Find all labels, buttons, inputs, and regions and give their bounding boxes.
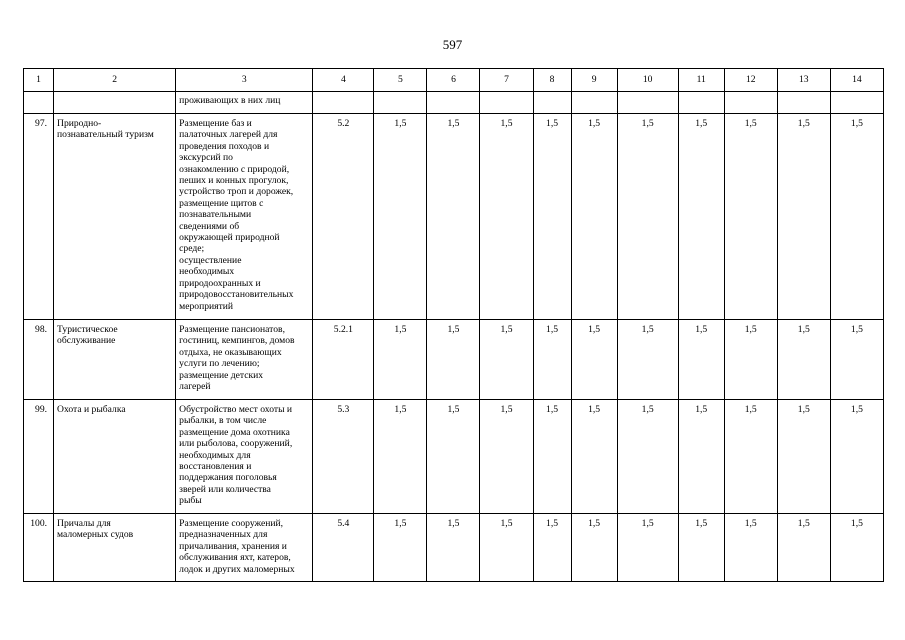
table-cell: [830, 92, 883, 114]
table-cell: [427, 92, 480, 114]
continuation-text: проживающих в них лиц: [176, 92, 313, 114]
use-type-name: Туристическое обслуживание: [54, 320, 176, 400]
value-cell: 1,5: [480, 114, 533, 320]
table-cell: [480, 92, 533, 114]
header-cell: 14: [830, 69, 883, 92]
page-number: 597: [442, 37, 463, 52]
value-cell: 1,5: [480, 320, 533, 400]
header-cell: 2: [54, 69, 176, 92]
value-cell: 1,5: [374, 114, 427, 320]
value-cell: 1,5: [830, 400, 883, 514]
header-cell: 3: [176, 69, 313, 92]
value-cell: 1,5: [777, 400, 830, 514]
value-cell: 1,5: [830, 320, 883, 400]
row-number: 98.: [24, 320, 54, 400]
value-cell: 1,5: [617, 320, 678, 400]
value-cell: 1,5: [777, 114, 830, 320]
row-number: 97.: [24, 114, 54, 320]
row-number: 100.: [24, 514, 54, 582]
value-cell: 1,5: [617, 400, 678, 514]
header-cell: 12: [724, 69, 777, 92]
value-cell: 1,5: [571, 400, 617, 514]
classifier-code: 5.3: [313, 400, 374, 514]
header-cell: 1: [24, 69, 54, 92]
table-row: [24, 320, 884, 400]
value-cell: 1,5: [427, 400, 480, 514]
use-type-name: Природно- познавательный туризм: [54, 114, 176, 320]
value-cell: 1,5: [617, 114, 678, 320]
value-cell: 1,5: [533, 400, 571, 514]
table-cell: [571, 92, 617, 114]
header-cell: 6: [427, 69, 480, 92]
use-type-name: Охота и рыбалка: [54, 400, 176, 514]
value-cell: 1,5: [678, 400, 724, 514]
table-cell: [313, 92, 374, 114]
header-cell: 11: [678, 69, 724, 92]
value-cell: 1,5: [724, 114, 777, 320]
value-cell: 1,5: [724, 320, 777, 400]
use-type-name: Причалы для маломерных судов: [54, 514, 176, 582]
value-cell: 1,5: [533, 114, 571, 320]
value-cell: 1,5: [533, 320, 571, 400]
value-cell: 1,5: [533, 514, 571, 582]
header-cell: 7: [480, 69, 533, 92]
table-cell: [678, 92, 724, 114]
table-cell: [533, 92, 571, 114]
value-cell: 1,5: [427, 514, 480, 582]
value-cell: 1,5: [724, 400, 777, 514]
value-cell: 1,5: [374, 400, 427, 514]
value-cell: 1,5: [678, 114, 724, 320]
use-type-description: Размещение баз и палаточных лагерей для проведения походов и экскурсий по ознакомлению с природой, пеших и конных прогулок, устройство троп и дорожек, размещение щитов с познавательными сведениями об окружающей природной среде; осуществление необходимых природоохранных и природовосстановительных мероприятий: [176, 114, 313, 320]
use-type-description: Размещение пансионатов, гостиниц, кемпингов, домов отдыха, не оказывающих услуги по лечению; размещение детских лагерей: [176, 320, 313, 400]
value-cell: 1,5: [480, 514, 533, 582]
table-cell: [724, 92, 777, 114]
value-cell: 1,5: [830, 514, 883, 582]
classifier-code: 5.2: [313, 114, 374, 320]
table-cell: [617, 92, 678, 114]
header-cell: 10: [617, 69, 678, 92]
table-cell: [777, 92, 830, 114]
header-cell: 13: [777, 69, 830, 92]
table-cell: [24, 92, 54, 114]
value-cell: 1,5: [678, 514, 724, 582]
header-cell: 9: [571, 69, 617, 92]
value-cell: 1,5: [777, 514, 830, 582]
header-cell: 5: [374, 69, 427, 92]
value-cell: 1,5: [830, 114, 883, 320]
value-cell: 1,5: [571, 514, 617, 582]
header-row: [24, 69, 884, 92]
value-cell: 1,5: [724, 514, 777, 582]
value-cell: 1,5: [374, 320, 427, 400]
table-cell: [374, 92, 427, 114]
value-cell: 1,5: [374, 514, 427, 582]
value-cell: 1,5: [777, 320, 830, 400]
value-cell: 1,5: [678, 320, 724, 400]
table-row: [24, 114, 884, 320]
table-cell: [54, 92, 176, 114]
use-type-description: Размещение сооружений, предназначенных для причаливания, хранения и обслуживания яхт, катеров, лодок и других маломерных: [176, 514, 313, 582]
classifier-code: 5.2.1: [313, 320, 374, 400]
value-cell: 1,5: [617, 514, 678, 582]
value-cell: 1,5: [571, 114, 617, 320]
use-type-description: Обустройство мест охоты и рыбалки, в том числе размещение дома охотника или рыболова, сооружений, необходимых для восстановления и поддержания поголовья зверей или количества рыбы: [176, 400, 313, 514]
value-cell: 1,5: [427, 320, 480, 400]
table-row: [24, 400, 884, 514]
value-cell: 1,5: [571, 320, 617, 400]
value-cell: 1,5: [480, 400, 533, 514]
land-use-table: [23, 68, 884, 582]
value-cell: 1,5: [427, 114, 480, 320]
classifier-code: 5.4: [313, 514, 374, 582]
header-cell: 8: [533, 69, 571, 92]
continuation-row: [24, 92, 884, 114]
header-cell: 4: [313, 69, 374, 92]
row-number: 99.: [24, 400, 54, 514]
table-row: [24, 514, 884, 582]
